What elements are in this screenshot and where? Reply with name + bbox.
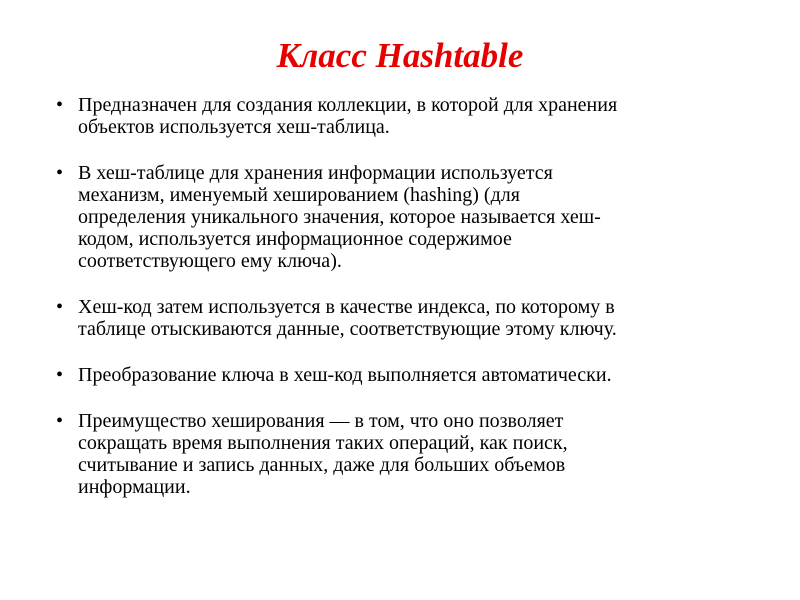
bullet-dot-icon: • — [56, 364, 64, 386]
bullet-item-2 — [46, 162, 736, 272]
slide-title: Класс Hashtable — [276, 36, 524, 75]
bullet-dot-icon: • — [56, 296, 64, 318]
bullet-dot-icon: • — [56, 94, 64, 116]
bullet-text: Преобразование ключа в хеш-код выполняется автоматически. — [78, 364, 612, 386]
bullet-dot-icon: • — [56, 162, 64, 184]
bullet-item-5 — [46, 410, 736, 498]
bullet-text: В хеш-таблице для хранения информации используется механизм, именуемый хешированием (hashing) (для определения уникального значения, которое называется хеш- кодом, используется информационное содержимое соответствующего ему ключа). — [78, 162, 601, 272]
bullet-text: Преимущество хеширования — в том, что оно позволяет сокращать время выполнения таких операций, как поиск, считывание и запись данных, даже для больших объемов информации. — [78, 410, 568, 498]
bullet-text: Хеш-код затем используется в качестве индекса, по которому в таблице отыскиваются данные, соответствующие этому ключу. — [78, 296, 617, 340]
bullet-item-1 — [46, 94, 736, 138]
bullet-dot-icon: • — [56, 410, 64, 432]
bullet-text: Предназначен для создания коллекции, в которой для хранения объектов используется хеш-таблица. — [78, 94, 618, 138]
bullet-item-3 — [46, 296, 736, 340]
bullet-item-4 — [46, 364, 736, 386]
bullet-list — [46, 94, 736, 522]
